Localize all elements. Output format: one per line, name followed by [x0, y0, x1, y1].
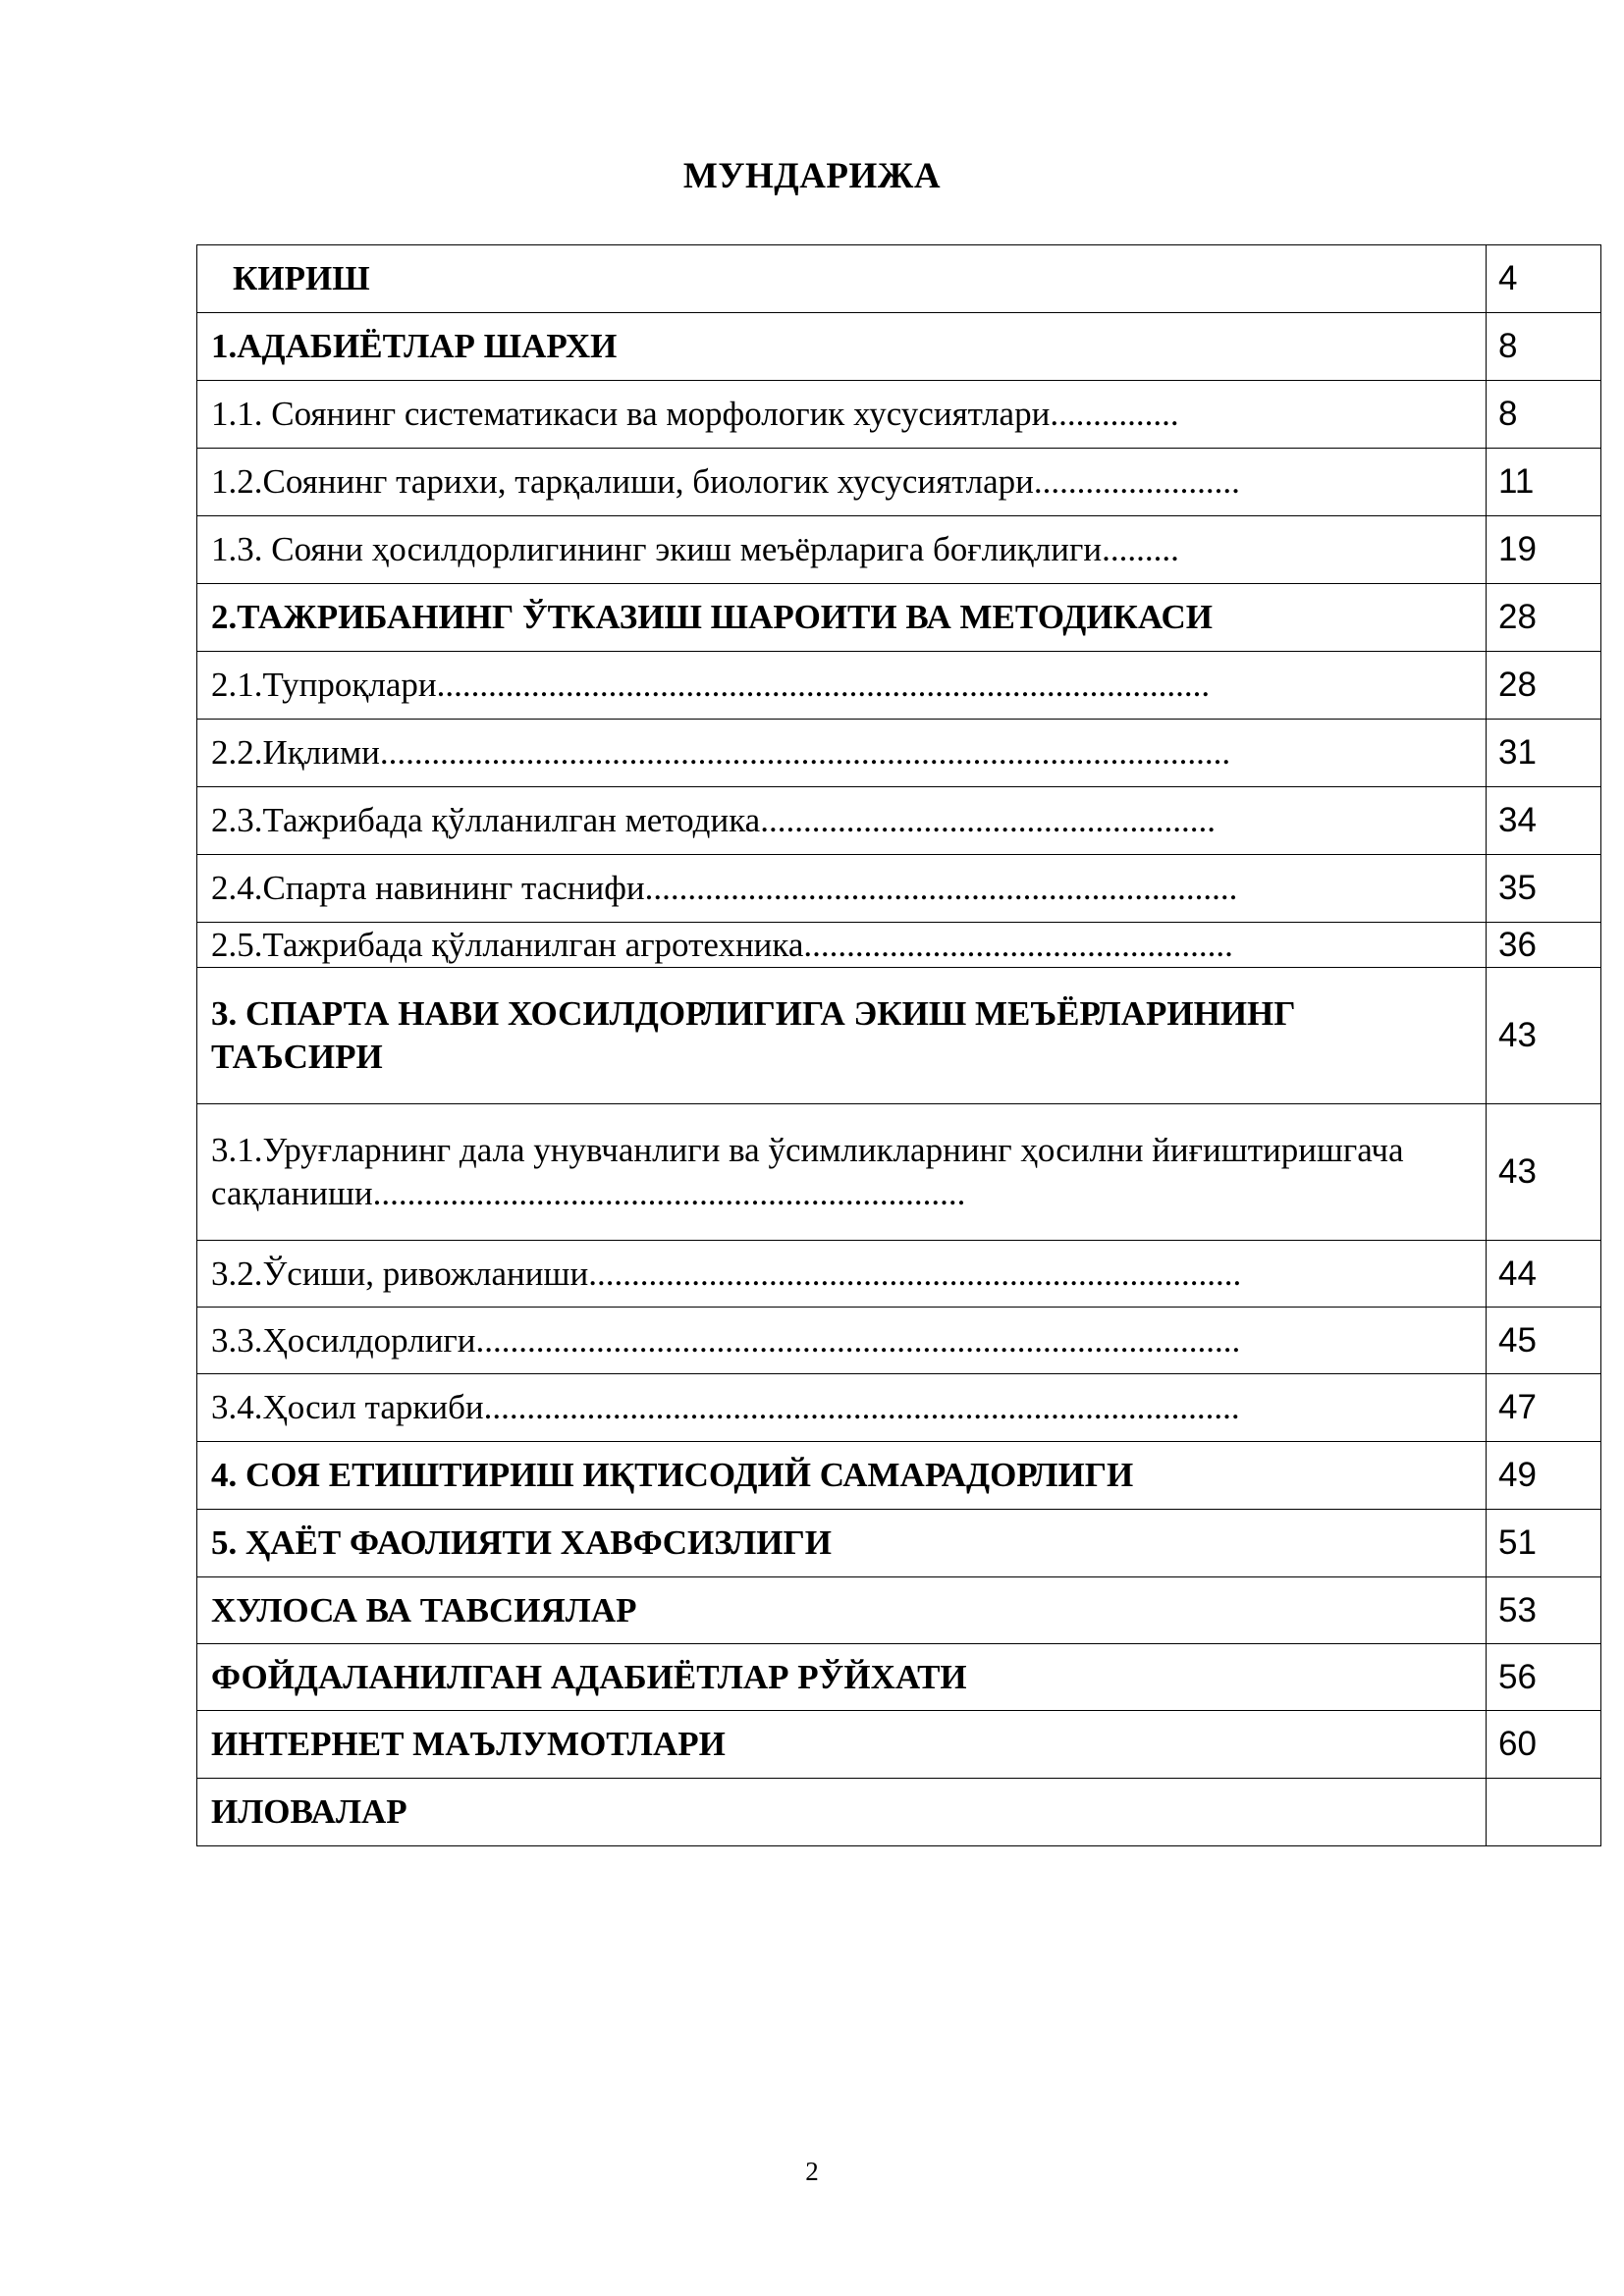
- toc-page-number: 43: [1487, 1104, 1601, 1241]
- toc-row: [197, 313, 1601, 381]
- document-title: МУНДАРИЖА: [682, 156, 942, 196]
- toc-section-title: 2.2.Иқлими...................................................................................................: [197, 720, 1487, 787]
- toc-section-title: КИРИШ: [197, 245, 1487, 313]
- toc-page-number: 36: [1487, 923, 1601, 968]
- toc-page-number: 35: [1487, 855, 1601, 923]
- toc-section-title: 3.2.Ўсиши, ривожланиши............................................................................: [197, 1241, 1487, 1308]
- toc-section-title: ХУЛОСА ВА ТАВСИЯЛАР: [197, 1577, 1487, 1644]
- toc-row: [197, 1711, 1601, 1779]
- toc-row: [197, 720, 1601, 787]
- toc-section-title: ИНТЕРНЕТ МАЪЛУМОТЛАРИ: [197, 1711, 1487, 1779]
- toc-row: [197, 923, 1601, 968]
- toc-row: [197, 381, 1601, 449]
- toc-section-title: 1.АДАБИЁТЛАР ШАРХИ: [197, 313, 1487, 381]
- toc-row: [197, 787, 1601, 855]
- toc-page-number: 8: [1487, 313, 1601, 381]
- toc-page-number: 28: [1487, 584, 1601, 652]
- toc-page-number: 28: [1487, 652, 1601, 720]
- toc-section-title: 3.4.Ҳосил таркиби........................................................................................: [197, 1374, 1487, 1442]
- toc-section-title: 4. СОЯ ЕТИШТИРИШ ИҚТИСОДИЙ САМАРАДОРЛИГИ: [197, 1442, 1487, 1510]
- toc-row: [197, 1644, 1601, 1711]
- toc-page-number: 51: [1487, 1510, 1601, 1577]
- toc-row: [197, 1104, 1601, 1241]
- toc-row: [197, 1442, 1601, 1510]
- toc-row: [197, 652, 1601, 720]
- toc-page-number: 34: [1487, 787, 1601, 855]
- toc-row: [197, 1577, 1601, 1644]
- toc-section-title: 5. ҲАЁТ ФАОЛИЯТИ ХАВФСИЗЛИГИ: [197, 1510, 1487, 1577]
- toc-row: [197, 1779, 1601, 1846]
- toc-section-title: 2.ТАЖРИБАНИНГ ЎТКАЗИШ ШАРОИТИ ВА МЕТОДИКАСИ: [197, 584, 1487, 652]
- table-of-contents: [196, 244, 1601, 1846]
- toc-section-title: 2.5.Тажрибада қўлланилган агротехника..................................................: [197, 923, 1487, 968]
- toc-page-number: 43: [1487, 968, 1601, 1104]
- toc-row: [197, 584, 1601, 652]
- toc-page-number: 47: [1487, 1374, 1601, 1442]
- toc-page-number: 8: [1487, 381, 1601, 449]
- toc-page-number: 56: [1487, 1644, 1601, 1711]
- toc-section-title: 2.1.Тупроқлари..........................................................................................: [197, 652, 1487, 720]
- toc-row: [197, 855, 1601, 923]
- toc-section-title: 2.3.Тажрибада қўлланилган методика.....................................................: [197, 787, 1487, 855]
- toc-section-title: 1.3. Сояни ҳосилдорлигининг экиш меъёрларига боғлиқлиги.........: [197, 516, 1487, 584]
- toc-section-title: 3.3.Ҳосилдорлиги.........................................................................................: [197, 1308, 1487, 1374]
- toc-row: [197, 1510, 1601, 1577]
- page-number: 2: [805, 2157, 819, 2186]
- toc-page-number: 53: [1487, 1577, 1601, 1644]
- toc-row: [197, 1308, 1601, 1374]
- toc-section-title: ФОЙДАЛАНИЛГАН АДАБИЁТЛАР РЎЙХАТИ: [197, 1644, 1487, 1711]
- toc-page-number: 31: [1487, 720, 1601, 787]
- toc-page-number: 60: [1487, 1711, 1601, 1779]
- toc-row: [197, 968, 1601, 1104]
- toc-page-number: 49: [1487, 1442, 1601, 1510]
- toc-page-number: 11: [1487, 449, 1601, 516]
- toc-section-title: ИЛОВАЛАР: [197, 1779, 1487, 1846]
- toc-row: [197, 516, 1601, 584]
- toc-page-number: 19: [1487, 516, 1601, 584]
- toc-page-number: [1487, 1779, 1601, 1846]
- toc-row: [197, 449, 1601, 516]
- toc-page-number: 4: [1487, 245, 1601, 313]
- toc-row: [197, 1374, 1601, 1442]
- toc-section-title: 2.4.Спарта навининг таснифи.....................................................................: [197, 855, 1487, 923]
- toc-row: [197, 1241, 1601, 1308]
- toc-page-number: 44: [1487, 1241, 1601, 1308]
- toc-section-title: 1.2.Соянинг тарихи, тарқалиши, биологик хусусиятлари........................: [197, 449, 1487, 516]
- toc-section-title: 1.1. Соянинг систематикаси ва морфологик хусусиятлари...............: [197, 381, 1487, 449]
- toc-page-number: 45: [1487, 1308, 1601, 1374]
- toc-section-title: 3.1.Уруғларнинг дала унувчанлиги ва ўсимликларнинг ҳосилни йиғиштиришгача сақланиши.....................................................................: [197, 1104, 1487, 1241]
- toc-section-title: 3. СПАРТА НАВИ ХОСИЛДОРЛИГИГА ЭКИШ МЕЪЁРЛАРИНИНГ ТАЪСИРИ: [197, 968, 1487, 1104]
- toc-row: [197, 245, 1601, 313]
